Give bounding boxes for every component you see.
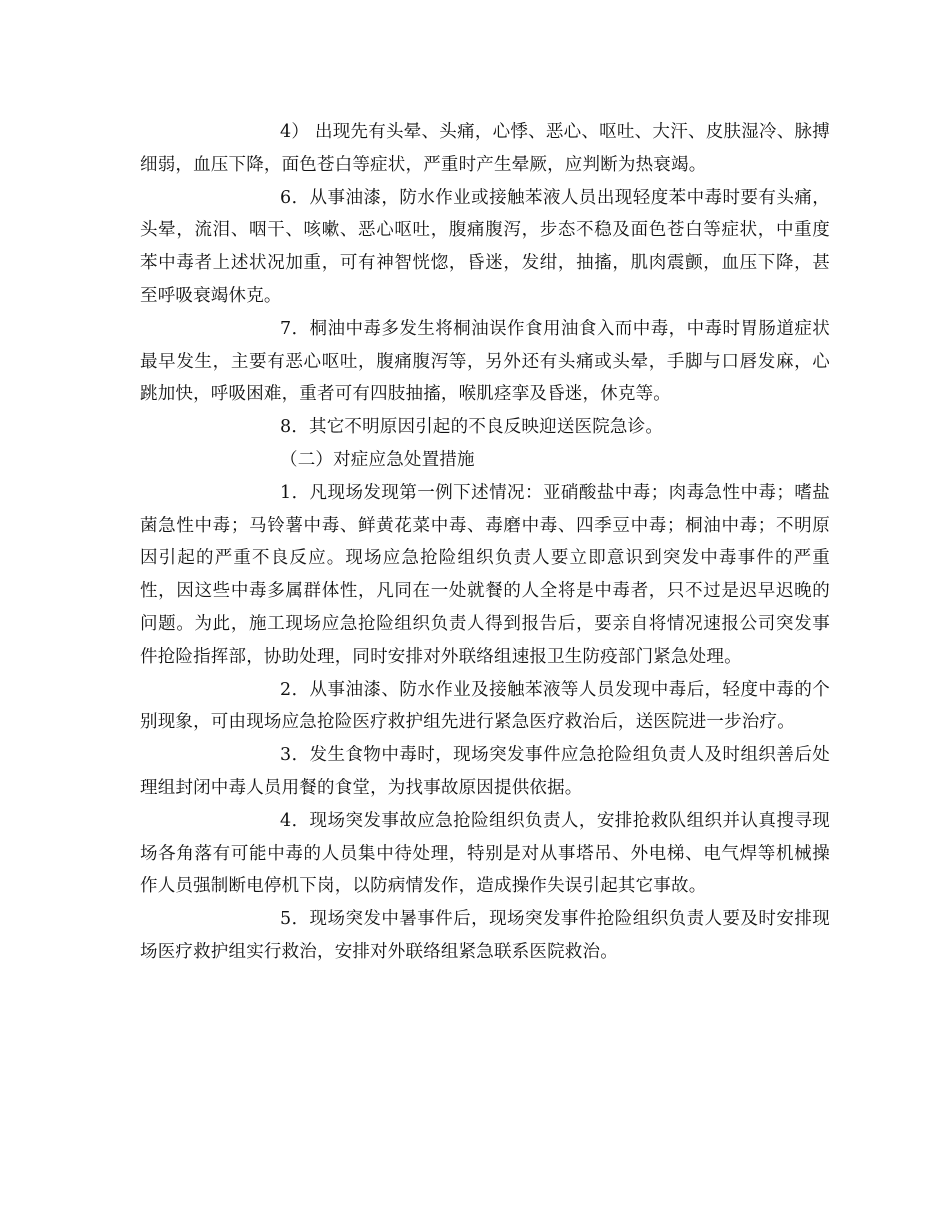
paragraph-measure-1: 1．凡现场发现第一例下述情况：亚硝酸盐中毒；肉毒急性中毒；嗜盐菌急性中毒；马铃薯中毒、鲜黄花菜中毒、毒磨中毒、四季豆中毒；桐油中毒；不明原因引起的严重不良反应。现场应急抢险组织负责人要立即意识到突发中毒事件的严重性，因这些中毒多属群体性，凡同在一处就餐的人全将是中毒者，只不过是迟早迟晚的问题。为此，施工现场应急抢险组织负责人得到报告后，要亲自将情况速报公司突发事件抢险指挥部，协助处理，同时安排对外联络组速报卫生防疫部门紧急处理。 — [140, 482, 830, 667]
paragraph-measure-3: 3．发生食物中毒时，现场突发事件应急抢险组负责人及时组织善后处理组封闭中毒人员用餐的食堂，为找事故原因提供依据。 — [140, 745, 830, 798]
paragraph-unknown-causes: 8．其它不明原因引起的不良反映迎送医院急诊。 — [280, 417, 664, 438]
paragraph-measure-5: 5．现场突发中暑事件后，现场突发事件抢险组织负责人要及时安排现场医疗救护组实行救治，安排对外联络组紧急联系医院救治。 — [140, 909, 830, 962]
paragraph-tung-oil-poisoning: 7．桐油中毒多发生将桐油误作食用油食入而中毒，中毒时胃肠道症状最早发生，主要有恶心呕吐，腹痛腹泻等，另外还有头痛或头晕，手脚与口唇发麻，心跳加快，呼吸困难，重者可有四肢抽搐，喉肌痉挛及昏迷，休克等。 — [140, 318, 830, 405]
section-heading: （二）对症应急处置措施 — [280, 449, 475, 470]
paragraph-measure-4: 4．现场突发事故应急抢险组织负责人，安排抢救队组织并认真搜寻现场各角落有可能中毒的人员集中待处理，特别是对从事塔吊、外电梯、电气焊等机械操作人员强制断电停机下岗，以防病情发作，造成操作失误引起其它事故。 — [140, 810, 830, 897]
document-body — [140, 116, 830, 969]
paragraph-heat-exhaustion: 4） 出现先有头晕、头痛，心悸、恶心、呕吐、大汗、皮肤湿冷、脉搏细弱，血压下降，面色苍白等症状，严重时产生晕厥，应判断为热衰竭。 — [140, 122, 830, 175]
paragraph-benzene-poisoning: 6．从事油漆，防水作业或接触苯液人员出现轻度苯中毒时要有头痛，头晕，流泪、咽干、咳嗽、恶心呕吐，腹痛腹泻，步态不稳及面色苍白等症状，中重度苯中毒者上述状况加重，可有神智恍惚，昏迷，发绀，抽搐，肌肉震颤，血压下降，甚至呼吸衰竭休克。 — [140, 187, 830, 306]
paragraph-measure-2: 2．从事油漆、防水作业及接触苯液等人员发现中毒后，轻度中毒的个别现象，可由现场应急抢险医疗救护组先进行紧急医疗救治后，送医院进一步治疗。 — [140, 679, 830, 733]
